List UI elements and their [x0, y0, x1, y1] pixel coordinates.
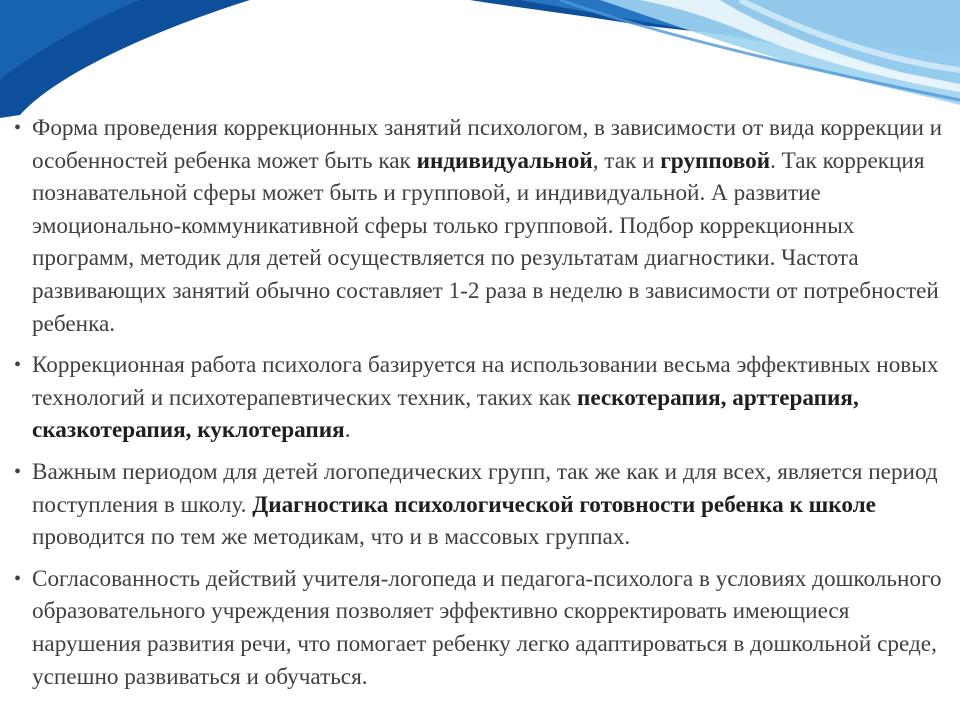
bullet-list	[14, 112, 946, 702]
bold-text-segment: индивидуальной	[416, 147, 593, 174]
bullet-dot-icon: •	[14, 567, 22, 590]
text-segment: .	[344, 417, 351, 444]
bold-text-segment: Диагностика психологической готовности ребенка к школе	[252, 491, 876, 518]
bullet-dot-icon: •	[14, 117, 22, 139]
text-segment: , так и	[592, 147, 661, 174]
bold-text-segment: пескотерапия, арттерапия, сказкотерапия, куклотерапия	[32, 384, 859, 444]
text-segment: Коррекционная работа психолога базируется на использовании весьма эффективных новых технологий и психотерапевтических техник, таких как	[32, 352, 939, 411]
bullet-dot-icon: •	[14, 354, 22, 377]
bullet-paragraph-2	[14, 349, 946, 447]
decorative-wave-banner	[0, 0, 960, 120]
bullet-paragraph-4	[14, 563, 946, 693]
text-segment: Форма проведения коррекционных занятий психологом, в зависимости от вида коррекции и особенностей ребенка может быть как	[32, 115, 943, 174]
bullet-paragraph-3	[14, 456, 946, 554]
text-segment: проводится по тем же методикам, что и в массовых группах.	[32, 524, 631, 551]
text-segment: Важным периодом для детей логопедических групп, так же как и для всех, является период поступления в школу.	[32, 458, 938, 518]
bullet-paragraph-1	[14, 112, 946, 340]
text-segment: . Так коррекция познавательной сферы может быть и групповой, и индивидуальной. А развитие эмоционально-коммуникативной сферы только групповой. Подбор коррекционных программ, методик для детей осуществляется по результатам диагностики. Частота развивающих занятий обычно составляет 1-2 раза в неделю в зависимости от потребностей ребенка.	[32, 147, 939, 337]
text-segment: Согласованность действий учителя-логопеда и педагога-психолога в условиях дошкольного образовательного учреждения позволяет эффективно скорректировать имеющиеся нарушения развития речи, что помогает ребенку легко адаптироваться в дошкольной среде, успешно развиваться и обучаться.	[32, 565, 942, 690]
bold-text-segment: групповой	[660, 147, 771, 174]
bullet-dot-icon: •	[14, 460, 22, 483]
